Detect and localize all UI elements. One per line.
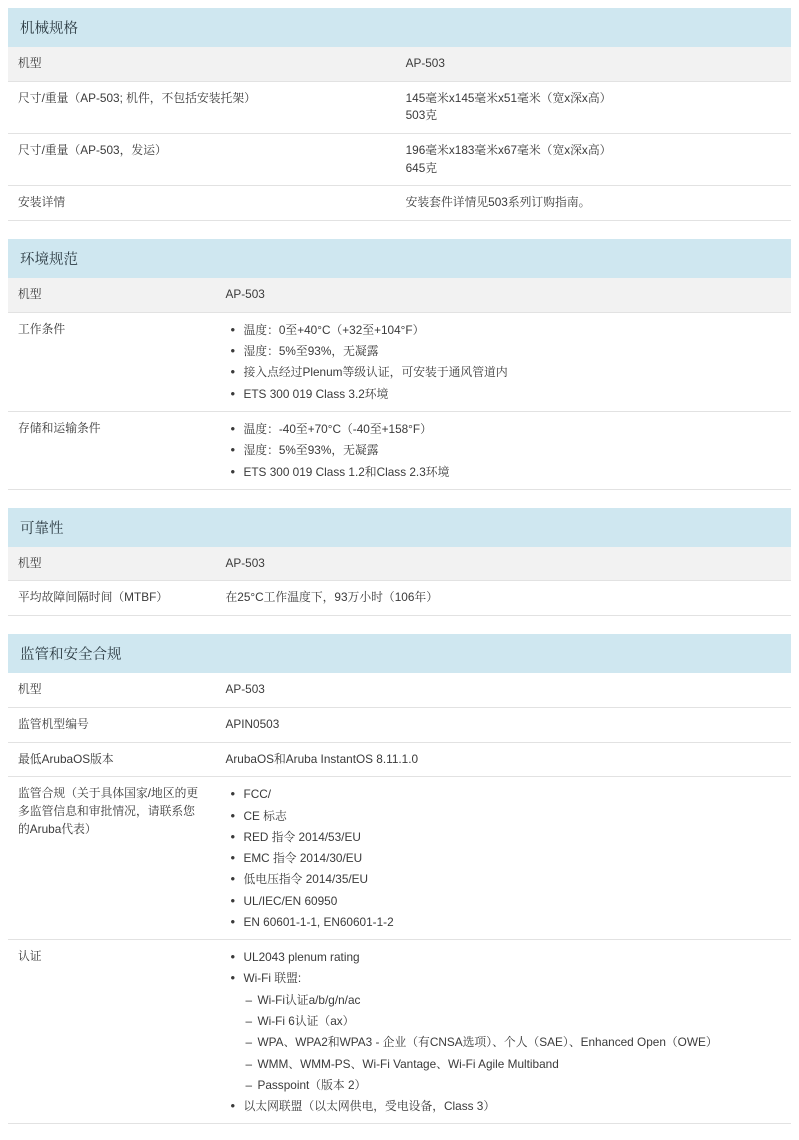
list-item: • ETS 300 019 Class 1.2和Class 2.3环境 [241,463,781,481]
list-item: • ETS 300 019 Class 3.2环境 [241,385,781,403]
value-line: AP-503 [405,56,445,70]
row-label: 尺寸/重量（AP-503; 机件，不包括安装托架） [8,81,396,133]
row-label: 监管合规（关于具体国家/地区的更多监管信息和审批情况，请联系您的Aruba代表） [8,777,215,940]
row-value [215,581,791,616]
list-item: • UL2043 plenum rating [241,948,781,966]
section-title: 可靠性 [8,508,791,547]
section-reliability [8,508,791,616]
row-value [215,707,791,742]
section-environmental [8,239,791,490]
section-mechanical [8,8,791,221]
table-row [8,81,791,133]
spec-table [8,673,791,1124]
row-label: 认证 [8,940,215,1124]
row-value [396,186,791,221]
table-row [8,186,791,221]
list-item: • 湿度：5%至93%，无凝露 [241,441,781,459]
row-label: 尺寸/重量（AP-503，发运） [8,134,396,186]
value-line: 145毫米x145毫米x51毫米（宽x深x高） [405,90,612,105]
value-line: AP-503 [225,682,265,697]
value-line: 645克 [405,160,438,175]
list-item: • 以太网联盟（以太网供电，受电设备，Class 3） [241,1097,781,1115]
list-item: • EN 60601-1-1, EN60601-1-2 [241,913,781,931]
sub-list-item: – Wi-Fi认证a/b/g/n/ac [257,991,781,1009]
list-item: • RED 指令 2014/53/EU [241,828,781,846]
row-label: 存储和运输条件 [8,411,215,489]
row-label: 最低ArubaOS版本 [8,742,215,777]
value-line: 安装套件详情见503系列订购指南。 [405,195,591,210]
bullet-list [225,321,781,403]
table-row [8,940,791,1124]
row-label: 机型 [8,547,215,581]
list-item: • 低电压指令 2014/35/EU [241,870,781,888]
value-line: APIN0503 [225,716,280,731]
spec-table [8,47,791,221]
row-label: 监管机型编号 [8,707,215,742]
table-row [8,673,791,707]
spec-table [8,547,791,616]
section-title: 监管和安全合规 [8,634,791,673]
spec-table [8,278,791,490]
row-value [215,940,791,1124]
value-line: 196毫米x183毫米x67毫米（宽x深x高） [405,143,612,158]
row-value [215,777,791,940]
table-row [8,134,791,186]
row-value [396,47,791,81]
row-label: 平均故障间隔时间（MTBF） [8,581,215,616]
value-line: 在25°C工作温度下，93万小时（106年） [225,590,439,605]
row-label: 机型 [8,278,215,312]
bullet-list [225,948,781,1115]
table-row [8,278,791,312]
section-title: 机械规格 [8,8,791,47]
list-item: • 接入点经过Plenum等级认证，可安装于通风管道内 [241,363,781,381]
table-row [8,777,791,940]
table-row [8,581,791,616]
row-value [215,312,791,411]
row-label: 机型 [8,47,396,81]
row-value [215,742,791,777]
list-item: • EMC 指令 2014/30/EU [241,849,781,867]
sub-list [243,991,781,1094]
table-row [8,742,791,777]
sub-list-item: – WPA、WPA2和WPA3 - 企业（有CNSA选项）、个人（SAE）、Enhanced Open（OWE） [257,1033,781,1051]
row-label: 安装详情 [8,186,396,221]
value-line: ArubaOS和Aruba InstantOS 8.11.1.0 [225,751,419,766]
table-row [8,47,791,81]
list-item: • FCC/ [241,785,781,803]
row-value [396,134,791,186]
sub-list-item: – WMM、WMM-PS、Wi-Fi Vantage、Wi-Fi Agile Multiband [257,1055,781,1073]
row-value [215,411,791,489]
value-line: AP-503 [225,287,265,302]
row-value [396,81,791,133]
list-item: • 温度：-40至+70°C（-40至+158°F） [241,420,781,438]
row-label: 工作条件 [8,312,215,411]
list-item: • CE 标志 [241,807,781,825]
section-regulatory [8,634,791,1124]
row-value [215,278,791,312]
row-value [215,673,791,707]
list-item [241,969,781,1094]
row-label: 机型 [8,673,215,707]
table-row [8,411,791,489]
section-title: 环境规范 [8,239,791,278]
value-line: 503克 [405,108,438,123]
list-item: • 温度：0至+40°C（+32至+104°F） [241,321,781,339]
sub-list-item: – Wi-Fi 6认证（ax） [257,1012,781,1030]
table-row [8,707,791,742]
table-row [8,547,791,581]
table-row [8,312,791,411]
list-item: • 湿度：5%至93%，无凝露 [241,342,781,360]
bullet-list [225,420,781,481]
list-item-label: Wi-Fi 联盟: [243,971,302,986]
bullet-list [225,785,781,931]
sub-list-item: – Passpoint（版本 2） [257,1076,781,1094]
list-item: • UL/IEC/EN 60950 [241,892,781,910]
row-value [215,547,791,581]
value-line: AP-503 [225,555,265,570]
